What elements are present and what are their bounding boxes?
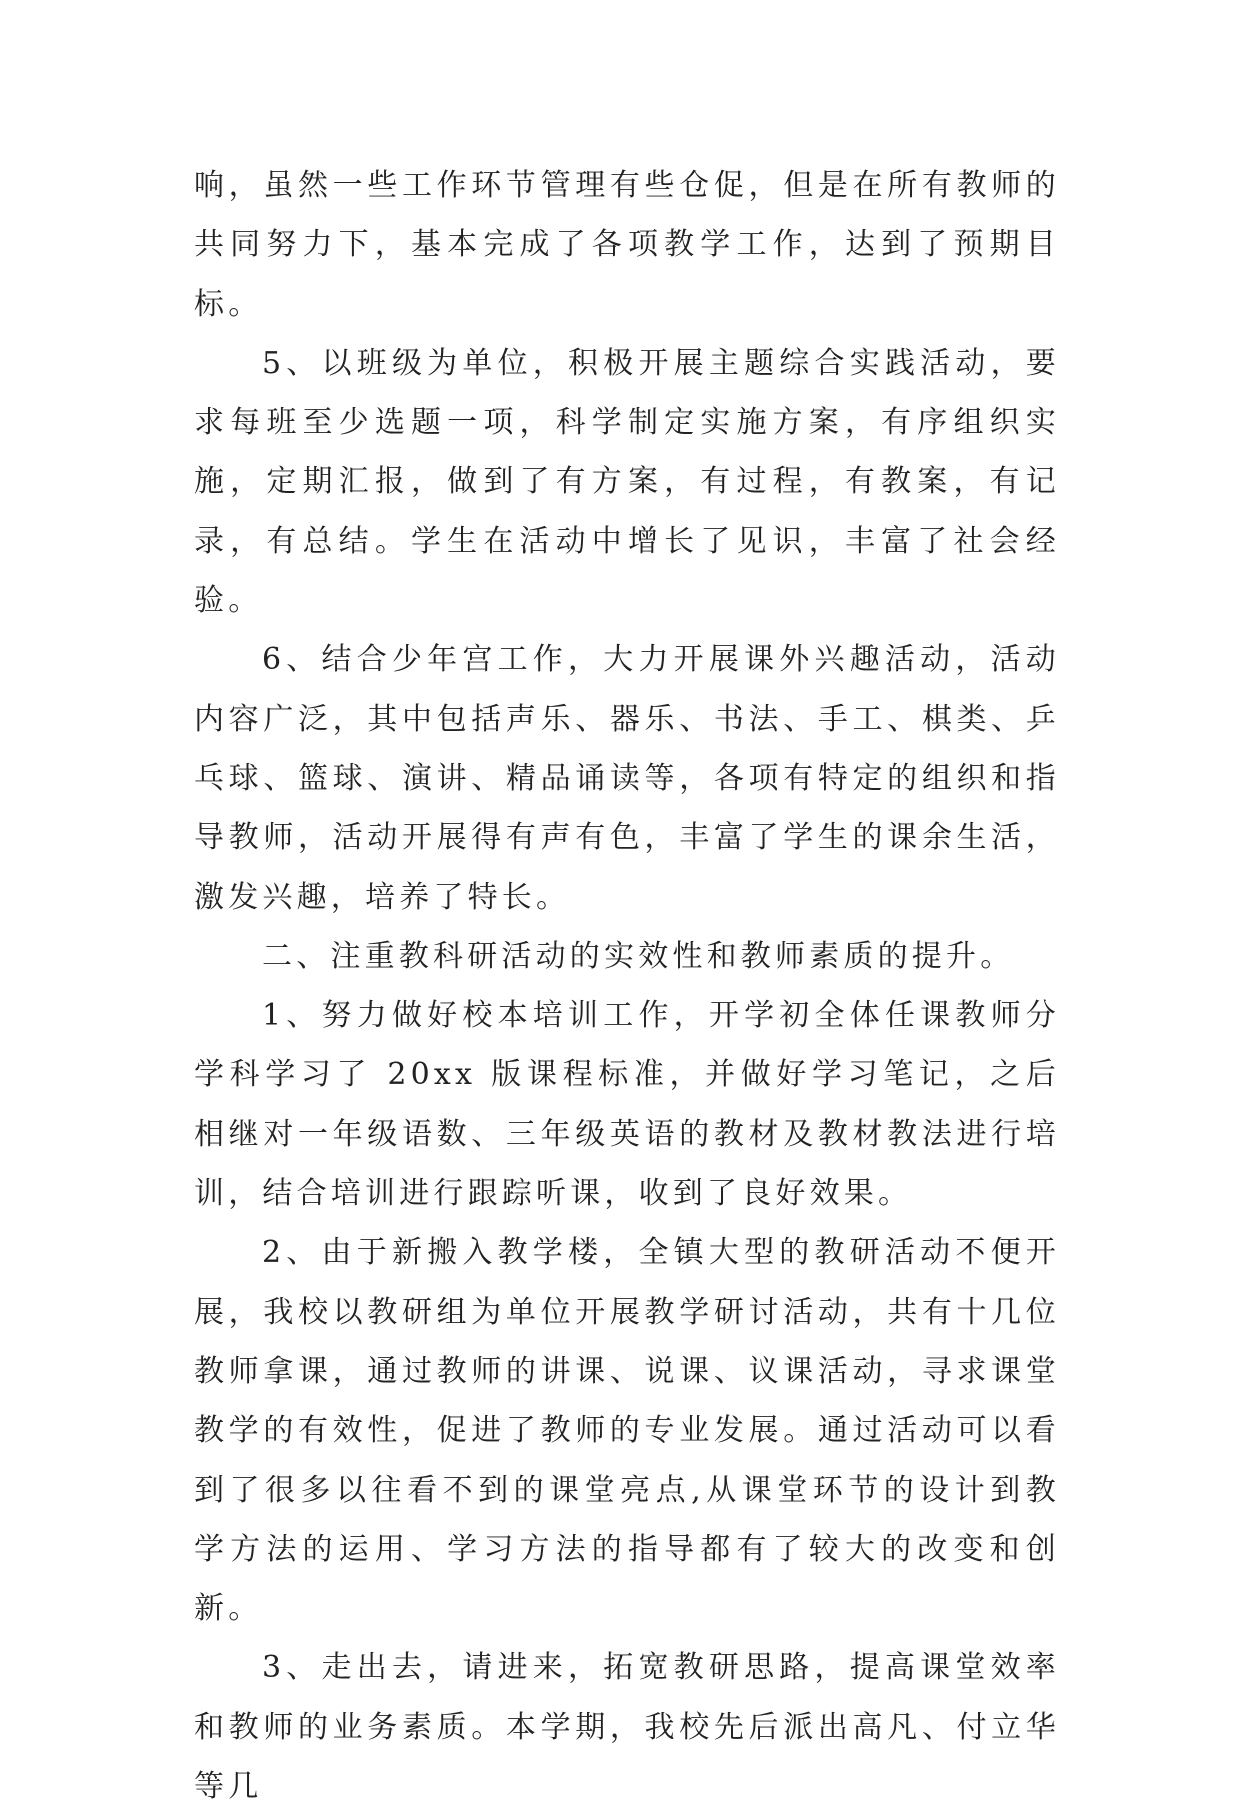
paragraph-item-3: 3、走出去，请进来，拓宽教研思路，提高课堂效率和教师的业务素质。本学期，我校先后派出高凡、付立华等几: [194, 1650, 1060, 1805]
paragraph-item-5: 5、以班级为单位，积极开展主题综合实践活动，要求每班至少选题一项，科学制定实施方案，有序组织实施，定期汇报，做到了有方案，有过程，有教案，有记录，有总结。学生在活动中增长了见识，丰富了社会经验。: [194, 345, 1060, 619]
paragraph-item-2: 2、由于新搬入教学楼，全镇大型的教研活动不便开展，我校以教研组为单位开展教学研讨活动，共有十几位教师拿课，通过教师的讲课、说课、议课活动，寻求课堂教学的有效性，促进了教师的专业发展。通过活动可以看到了很多以往看不到的课堂亮点,从课堂环节的设计到教学方法的运用、学习方法的指导都有了较大的改变和创新。: [194, 1235, 1060, 1627]
paragraph-item-6: 6、结合少年宫工作，大力开展课外兴趣活动，活动内容广泛，其中包括声乐、器乐、书法、手工、棋类、乒乓球、篮球、演讲、精品诵读等，各项有特定的组织和指导教师，活动开展得有声有色，丰富了学生的课余生活，激发兴趣，培养了特长。: [194, 642, 1060, 915]
document-body: [194, 156, 1060, 1816]
paragraph-continuation: 响，虽然一些工作环节管理有些仓促，但是在所有教师的共同努力下，基本完成了各项教学工作，达到了预期目标。: [194, 168, 1060, 322]
section-heading-2: 二、注重教科研活动的实效性和教师素质的提升。: [262, 938, 1015, 974]
paragraph-item-1: 1、努力做好校本培训工作，开学初全体任课教师分学科学习了 20xx 版课程标准，并做好学习笔记，之后相继对一年级语数、三年级英语的教材及教材教法进行培训，结合培训进行跟踪听课，收到了良好效果。: [194, 998, 1060, 1212]
